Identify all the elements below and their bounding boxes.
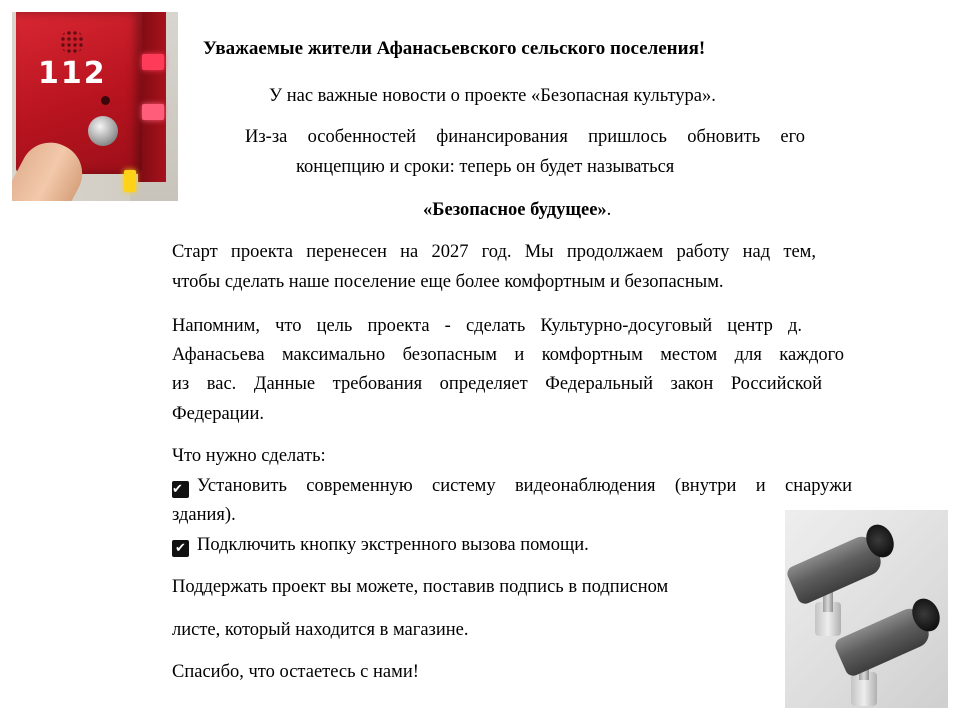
goal-line-3-text: из вас. Данные требования определяет Федеральный закон Российской bbox=[172, 374, 822, 394]
todo-item-1 bbox=[172, 476, 852, 498]
project-new-name bbox=[423, 200, 611, 220]
goal-line-1 bbox=[172, 316, 802, 336]
todo-item-1-line bbox=[172, 476, 852, 498]
call-button-icon bbox=[88, 116, 118, 146]
todo-item-1-text: Установить современную систему видеонаблюдения (внутри и снаружи bbox=[197, 476, 852, 496]
start-line-1 bbox=[172, 242, 816, 262]
start-line-1-text: Старт проекта перенесен на 2027 год. Мы продолжаем работу над тем, bbox=[172, 242, 816, 262]
thanks-text: Спасибо, что остаетесь с нами! bbox=[172, 662, 419, 682]
camera-bottom bbox=[785, 510, 948, 708]
led-light-icon bbox=[142, 104, 164, 120]
page-heading: Уважаемые жители Афанасьевского сельского поселения! bbox=[203, 38, 706, 59]
todo-item-1-cont: здания). bbox=[172, 505, 236, 525]
support-line-2: листе, который находится в магазине. bbox=[172, 620, 469, 640]
todo-title: Что нужно сделать: bbox=[172, 446, 326, 466]
panel-number-label: 112 bbox=[38, 56, 107, 91]
funding-line-1 bbox=[245, 127, 805, 147]
indicator-dot bbox=[101, 96, 110, 105]
checkbox-checked-icon: ✔ bbox=[172, 540, 189, 557]
project-new-name-period: . bbox=[606, 200, 612, 220]
goal-line-4: Федерации. bbox=[172, 404, 264, 424]
led-light-icon bbox=[142, 54, 164, 70]
todo-item-2-text: Подключить кнопку экстренного вызова помощи. bbox=[197, 535, 589, 555]
support-line-1: Поддержать проект вы можете, поставив подпись в подписном bbox=[172, 577, 669, 597]
emergency-call-panel-image bbox=[12, 12, 178, 201]
checkbox-checked-icon: ✔ bbox=[172, 481, 189, 498]
funding-line-1-text: Из-за особенностей финансирования пришлось обновить его bbox=[245, 127, 805, 147]
goal-line-3 bbox=[172, 374, 822, 394]
led-light-icon bbox=[124, 170, 136, 192]
start-line-2: чтобы сделать наше поселение еще более комфортным и безопасным. bbox=[172, 272, 724, 292]
goal-line-2 bbox=[172, 345, 844, 365]
intro-text: У нас важные новости о проекте «Безопасная культура». bbox=[269, 86, 716, 106]
funding-line-2: концепцию и сроки: теперь он будет называться bbox=[296, 157, 675, 177]
panel-side bbox=[138, 12, 166, 182]
goal-line-2-text: Афанасьева максимально безопасным и комфортным местом для каждого bbox=[172, 345, 844, 365]
project-new-name-bold: «Безопасное будущее» bbox=[423, 200, 607, 220]
cctv-cameras-image bbox=[785, 510, 948, 708]
todo-item-2 bbox=[172, 535, 589, 557]
speaker-grille-icon bbox=[60, 30, 84, 54]
goal-line-1-text: Напомним, что цель проекта - сделать Культурно-досуговый центр д. bbox=[172, 316, 802, 336]
